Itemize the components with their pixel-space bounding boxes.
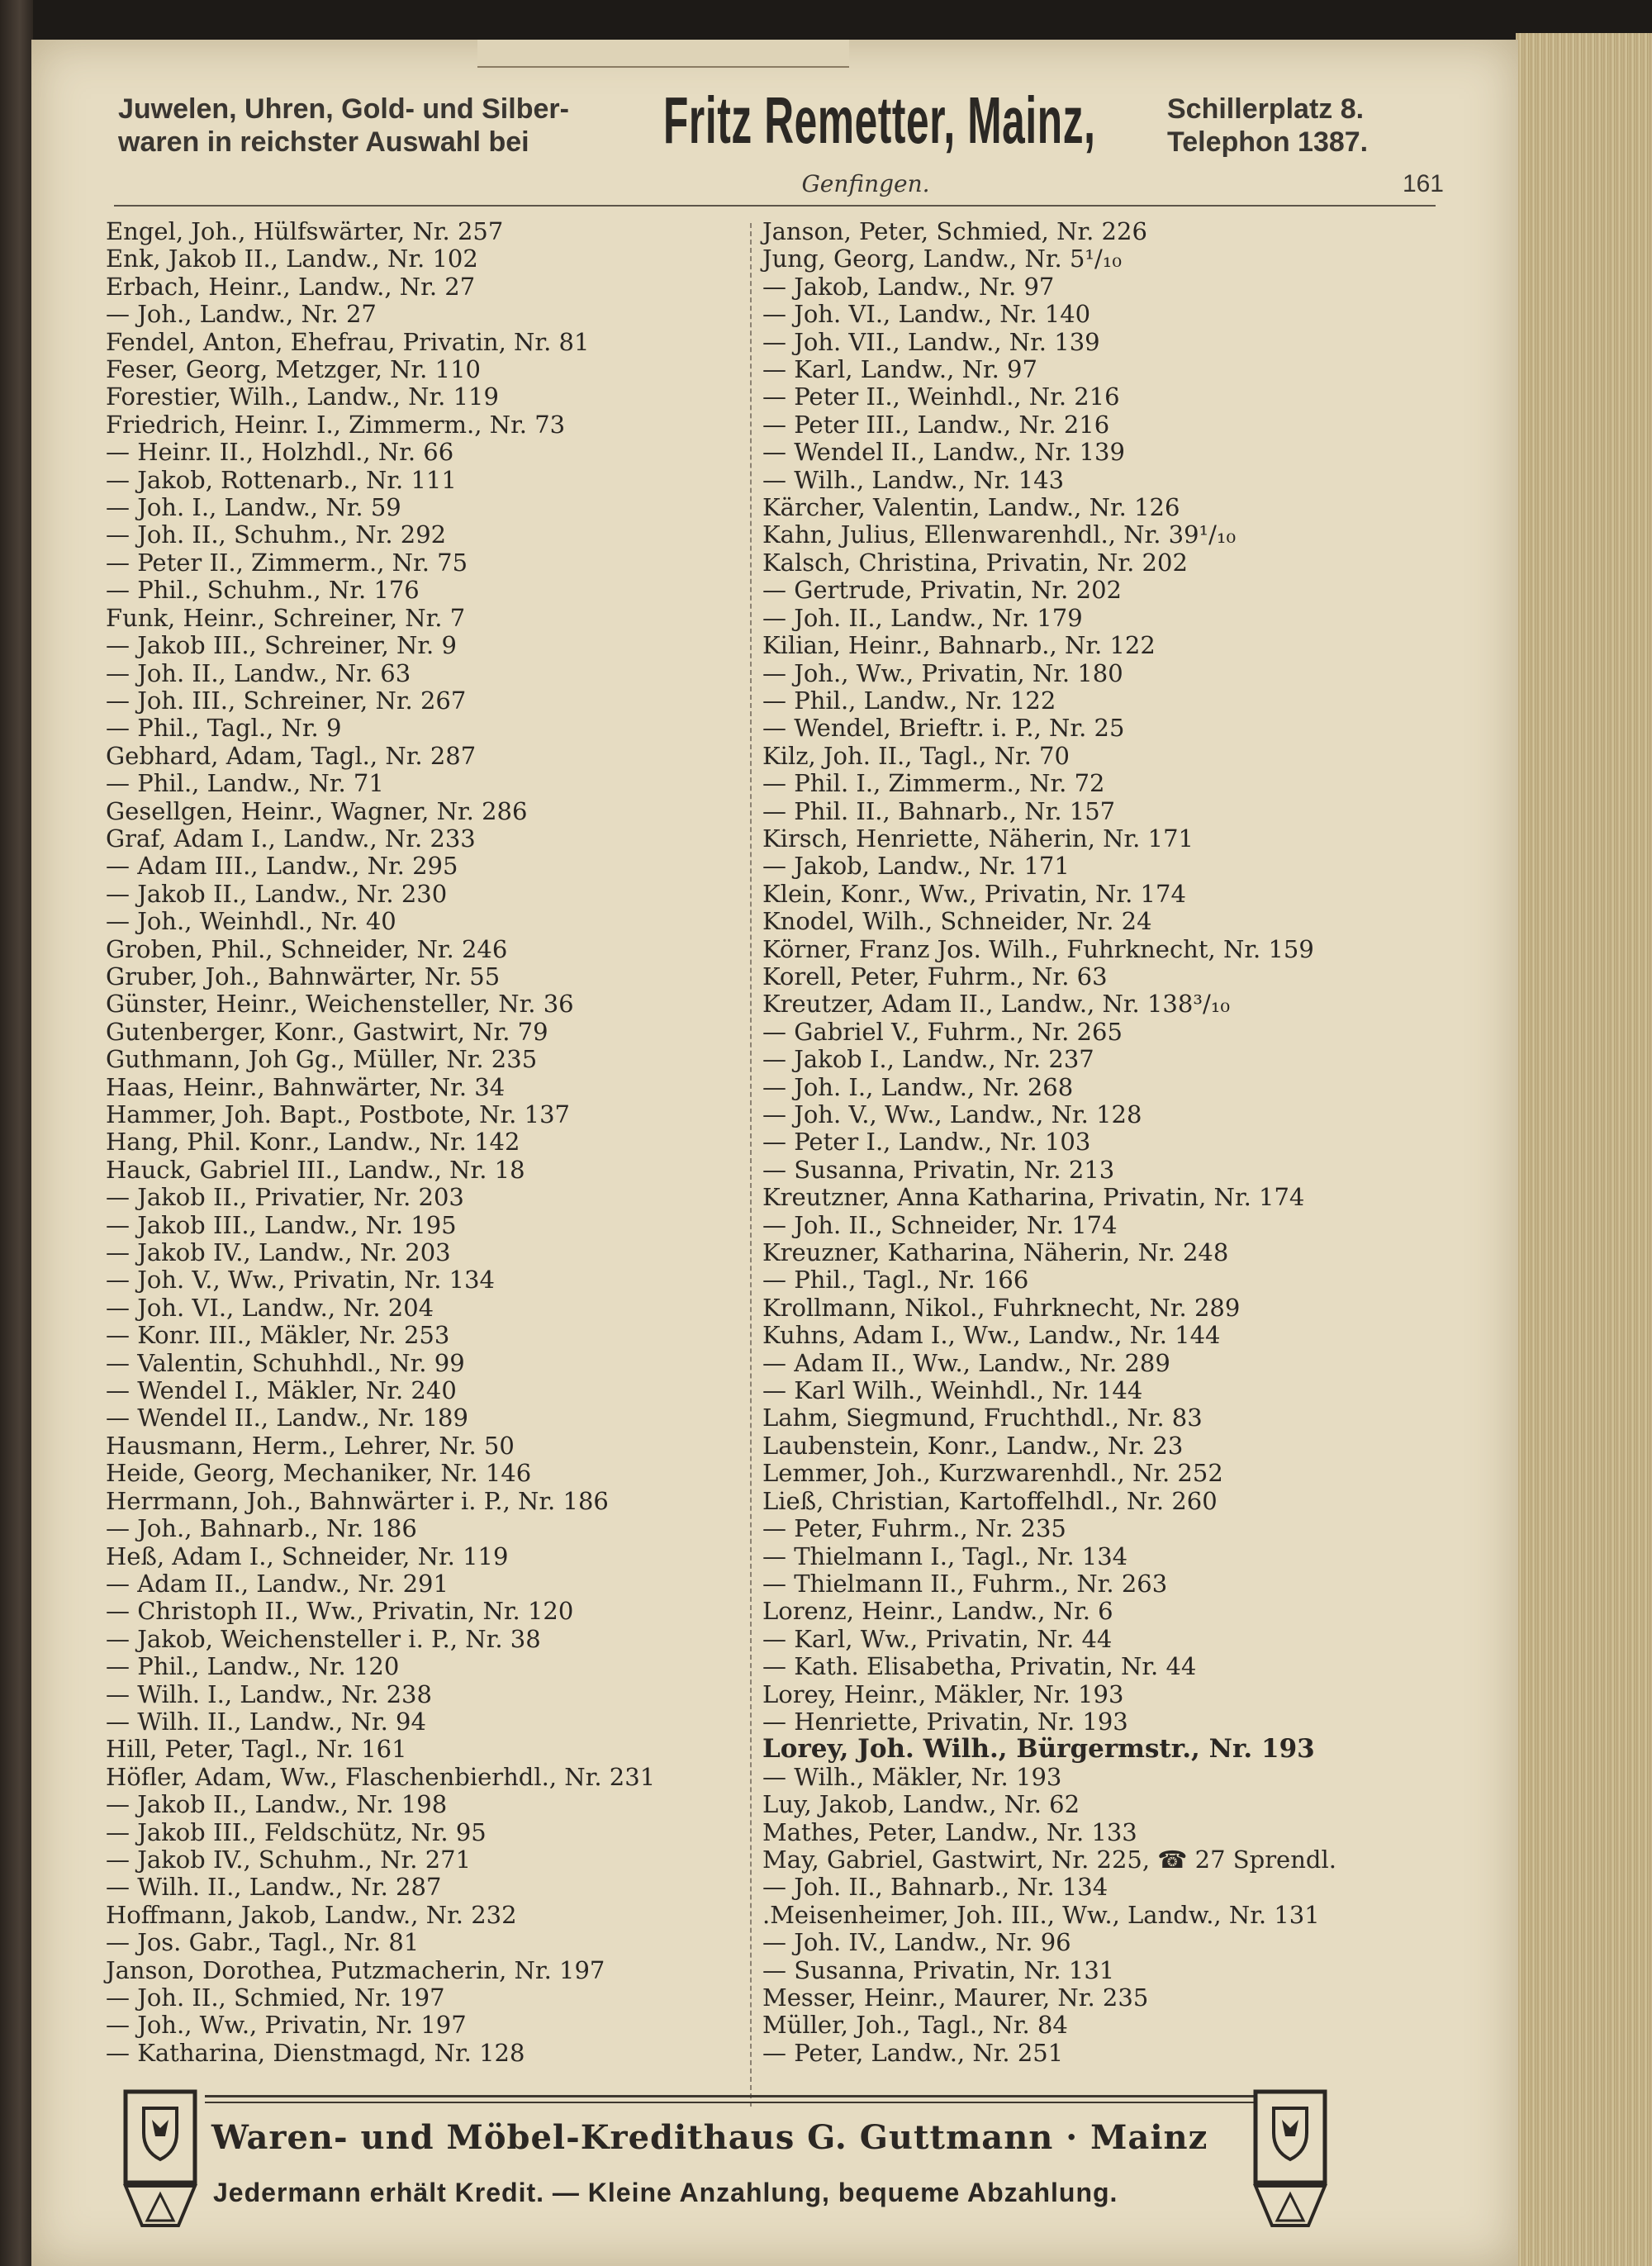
directory-entry: Lorey, Heinr., Mäkler, Nr. 193 [762,1679,1124,1708]
footer-tagline: Jedermann erhält Kredit. — Kleine Anzahlung, bequeme Abzahlung. [213,2178,1118,2207]
left-column [106,218,750,2067]
directory-entry: — Wendel, Brieftr. i. P., Nr. 25 [762,714,1125,743]
directory-entry: — Wilh. II., Landw., Nr. 287 [106,1873,442,1902]
directory-entry: Laubenstein, Konr., Landw., Nr. 23 [762,1431,1184,1460]
column-divider [750,223,752,2107]
directory-entry: — Joh. II., Schmied, Nr. 197 [106,1983,445,2012]
directory-entry: Lorey, Joh. Wilh., Bürgermstr., Nr. 193 [762,1734,1315,1765]
directory-entry: — Joh., Ww., Privatin, Nr. 180 [762,658,1123,687]
directory-entry: — Phil., Tagl., Nr. 166 [762,1266,1029,1295]
directory-entry: — Jakob II., Privatier, Nr. 203 [106,1183,464,1212]
header-ad-right [1167,93,1440,159]
directory-entry: Haas, Heinr., Bahnwärter, Nr. 34 [106,1072,506,1101]
header-left-line2: waren in reichster Auswahl bei [118,126,529,158]
directory-entry: — Valentin, Schuhhdl., Nr. 99 [106,1348,465,1377]
place-name: Genfingen. [801,170,930,197]
directory-entry: — Joh. II., Schneider, Nr. 174 [762,1210,1118,1239]
header-rule [114,205,1436,207]
header-title: Fritz Remetter, Mainz, [663,83,1096,157]
directory-entry: — Phil., Schuhm., Nr. 176 [106,576,420,605]
header-ad-left [118,93,647,159]
directory-entry: — Karl Wilh., Weinhdl., Nr. 144 [762,1376,1143,1405]
directory-entry: Enk, Jakob II., Landw., Nr. 102 [106,245,478,273]
directory-entry: Körner, Franz Jos. Wilh., Fuhrknecht, Nr. 159 [762,934,1314,963]
directory-entry: — Henriette, Privatin, Nr. 193 [762,1707,1128,1736]
directory-entry: Hill, Peter, Tagl., Nr. 161 [106,1735,407,1764]
directory-entry: Korell, Peter, Fuhrm., Nr. 63 [762,962,1108,990]
directory-entry: Kalsch, Christina, Privatin, Nr. 202 [762,548,1188,577]
directory-entry: — Jakob I., Landw., Nr. 237 [762,1045,1094,1074]
directory-entry: — Joh., Landw., Nr. 27 [106,300,377,329]
footer-rule-top [205,2095,1254,2097]
directory-entry: — Wilh., Landw., Nr. 143 [762,465,1065,494]
directory-entry: — Adam II., Landw., Nr. 291 [106,1569,449,1598]
footer-rule-bottom [205,2102,1254,2103]
directory-entry: — Susanna, Privatin, Nr. 131 [762,1955,1115,1984]
directory-entry: — Wilh., Mäkler, Nr. 193 [762,1762,1062,1791]
directory-entry: — Phil., Landw., Nr. 122 [762,686,1056,715]
directory-entry: — Phil., Tagl., Nr. 9 [106,714,342,743]
directory-page [31,40,1518,2266]
directory-entry: — Peter II., Zimmerm., Nr. 75 [106,548,468,577]
directory-entry: Luy, Jakob, Landw., Nr. 62 [762,1790,1080,1819]
directory-entry: — Adam II., Ww., Landw., Nr. 289 [762,1348,1170,1377]
directory-entry: — Joh. II., Bahnarb., Nr. 134 [762,1873,1108,1902]
directory-entry: — Jakob II., Landw., Nr. 198 [106,1790,448,1819]
directory-entry: — Phil., Landw., Nr. 71 [106,769,384,798]
directory-entry: Heß, Adam I., Schneider, Nr. 119 [106,1542,509,1570]
page-edges [1516,33,1652,2266]
directory-entry: Fendel, Anton, Ehefrau, Privatin, Nr. 81 [106,327,590,356]
directory-entry: — Christoph II., Ww., Privatin, Nr. 120 [106,1597,574,1626]
directory-entry: — Joh., Weinhdl., Nr. 40 [106,907,396,936]
directory-entry: — Joh. III., Schreiner, Nr. 267 [106,686,467,715]
directory-entry: — Joh. I., Landw., Nr. 59 [106,493,401,522]
directory-entry: Lorenz, Heinr., Landw., Nr. 6 [762,1597,1113,1626]
directory-entry: Groben, Phil., Schneider, Nr. 246 [106,934,508,963]
directory-entry: — Jakob, Landw., Nr. 171 [762,852,1070,881]
directory-entry: — Joh. V., Ww., Landw., Nr. 128 [762,1100,1142,1128]
directory-entry: Lahm, Siegmund, Fruchthdl., Nr. 83 [762,1404,1203,1432]
directory-entry: Krollmann, Nikol., Fuhrknecht, Nr. 289 [762,1293,1241,1322]
directory-entry: — Jos. Gabr., Tagl., Nr. 81 [106,1928,420,1957]
directory-entry: — Gertrude, Privatin, Nr. 202 [762,576,1122,605]
directory-entry: — Jakob III., Schreiner, Nr. 9 [106,631,457,660]
header-left-line1: Juwelen, Uhren, Gold- und Silber- [118,93,569,125]
directory-entry: — Joh. VII., Landw., Nr. 139 [762,327,1100,356]
directory-entry: — Peter II., Weinhdl., Nr. 216 [762,382,1120,411]
directory-entry: — Phil. I., Zimmerm., Nr. 72 [762,769,1105,798]
directory-entry: Messer, Heinr., Maurer, Nr. 235 [762,1983,1149,2012]
directory-entry: Janson, Dorothea, Putzmacherin, Nr. 197 [106,1955,605,1984]
directory-entry: — Joh. II., Landw., Nr. 179 [762,603,1083,632]
directory-entry: — Adam III., Landw., Nr. 295 [106,852,458,881]
directory-entry: Erbach, Heinr., Landw., Nr. 27 [106,272,476,301]
directory-entry: — Joh. VI., Landw., Nr. 204 [106,1293,434,1322]
directory-entry: — Karl, Landw., Nr. 97 [762,355,1037,384]
shield-icon [1252,2088,1328,2229]
directory-entry: — Joh. II., Schuhm., Nr. 292 [106,520,447,549]
directory-entry: May, Gabriel, Gastwirt, Nr. 225, ☎ 27 Sprendl. [762,1845,1336,1874]
directory-entry: — Thielmann II., Fuhrm., Nr. 263 [762,1569,1168,1598]
directory-entry: Funk, Heinr., Schreiner, Nr. 7 [106,603,466,632]
directory-entry: — Peter I., Landw., Nr. 103 [762,1128,1091,1157]
directory-entry: — Phil., Landw., Nr. 120 [106,1652,400,1681]
directory-entry: — Karl, Ww., Privatin, Nr. 44 [762,1624,1113,1653]
directory-entry: — Joh. II., Landw., Nr. 63 [106,658,411,687]
directory-entry: Günster, Heinr., Weichensteller, Nr. 36 [106,990,574,1019]
directory-entry: Graf, Adam I., Landw., Nr. 233 [106,824,476,853]
directory-entry: — Jakob III., Landw., Nr. 195 [106,1210,457,1239]
book-spine [0,0,33,2266]
directory-entry: .Meisenheimer, Joh. III., Ww., Landw., Nr. 131 [762,1900,1320,1929]
directory-entry: Friedrich, Heinr. I., Zimmerm., Nr. 73 [106,410,566,439]
directory-entry: — Gabriel V., Fuhrm., Nr. 265 [762,1017,1123,1046]
directory-entry: — Joh., Bahnarb., Nr. 186 [106,1514,417,1543]
directory-entry: Guthmann, Joh Gg., Müller, Nr. 235 [106,1045,538,1074]
directory-entry: — Jakob IV., Landw., Nr. 203 [106,1238,451,1267]
header-right-line1: Schillerplatz 8. [1167,93,1365,125]
directory-entry: Gruber, Joh., Bahnwärter, Nr. 55 [106,962,501,990]
directory-entry: — Jakob, Landw., Nr. 97 [762,272,1055,301]
directory-entry: — Peter, Landw., Nr. 251 [762,2038,1064,2067]
footer-ad [89,2080,1370,2237]
directory-entry: Heide, Georg, Mechaniker, Nr. 146 [106,1459,532,1488]
directory-entry: — Katharina, Dienstmagd, Nr. 128 [106,2038,525,2067]
directory-entry: Janson, Peter, Schmied, Nr. 226 [762,217,1147,245]
directory-entry: Kirsch, Henriette, Näherin, Nr. 171 [762,824,1194,853]
directory-entry: Herrmann, Joh., Bahnwärter i. P., Nr. 186 [106,1486,609,1515]
directory-entry: — Wilh. II., Landw., Nr. 94 [106,1707,426,1736]
directory-entry: — Peter III., Landw., Nr. 216 [762,410,1110,439]
directory-entry: — Jakob, Rottenarb., Nr. 111 [106,465,457,494]
directory-entry: — Susanna, Privatin, Nr. 213 [762,1155,1115,1184]
directory-entry: Lemmer, Joh., Kurzwarenhdl., Nr. 252 [762,1459,1223,1488]
directory-entry: Gutenberger, Konr., Gastwirt, Nr. 79 [106,1017,548,1046]
footer-headline: Waren- und Möbel-Kredithaus G. Guttmann · Mainz [211,2118,1208,2157]
directory-entry: Hoffmann, Jakob, Landw., Nr. 232 [106,1900,517,1929]
directory-entry: Hauck, Gabriel III., Landw., Nr. 18 [106,1155,525,1184]
directory-entry: Jung, Georg, Landw., Nr. 5¹/₁₀ [762,245,1123,273]
directory-entry: Kuhns, Adam I., Ww., Landw., Nr. 144 [762,1321,1221,1350]
directory-entry: — Joh. IV., Landw., Nr. 96 [762,1928,1071,1957]
directory-entry: — Wendel II., Landw., Nr. 189 [106,1404,468,1432]
directory-entry: — Wendel II., Landw., Nr. 139 [762,438,1125,467]
directory-entry: Engel, Joh., Hülfswärter, Nr. 257 [106,217,504,245]
directory-entry: Ließ, Christian, Kartoffelhdl., Nr. 260 [762,1486,1218,1515]
top-tab [477,40,849,68]
directory-entry: Hausmann, Herm., Lehrer, Nr. 50 [106,1431,515,1460]
directory-entry: — Konr. III., Mäkler, Nr. 253 [106,1321,450,1350]
header-right-line2: Telephon 1387. [1167,126,1369,158]
directory-entry: Höfler, Adam, Ww., Flaschenbierhdl., Nr. 231 [106,1762,656,1791]
directory-entry: — Wendel I., Mäkler, Nr. 240 [106,1376,457,1405]
directory-entry: Kreutzner, Anna Katharina, Privatin, Nr. 174 [762,1183,1305,1212]
directory-entry: Müller, Joh., Tagl., Nr. 84 [762,2011,1068,2040]
directory-entry: Kärcher, Valentin, Landw., Nr. 126 [762,493,1180,522]
directory-entry: — Jakob II., Landw., Nr. 230 [106,879,448,908]
directory-entry: Klein, Konr., Ww., Privatin, Nr. 174 [762,879,1186,908]
directory-entry: — Joh. V., Ww., Privatin, Nr. 134 [106,1266,495,1295]
directory-entry: — Thielmann I., Tagl., Nr. 134 [762,1542,1128,1570]
page-number: 161 [1402,170,1444,197]
directory-entry: — Wilh. I., Landw., Nr. 238 [106,1679,432,1708]
directory-entry: Hammer, Joh. Bapt., Postbote, Nr. 137 [106,1100,570,1128]
directory-entry: Hang, Phil. Konr., Landw., Nr. 142 [106,1128,520,1157]
directory-entry: Mathes, Peter, Landw., Nr. 133 [762,1817,1137,1846]
directory-entry: Kreuzner, Katharina, Näherin, Nr. 248 [762,1238,1229,1267]
directory-entry: Feser, Georg, Metzger, Nr. 110 [106,355,481,384]
directory-entry: — Peter, Fuhrm., Nr. 235 [762,1514,1066,1543]
directory-entry: — Jakob, Weichensteller i. P., Nr. 38 [106,1624,541,1653]
shield-icon [122,2088,198,2229]
directory-entry: — Jakob IV., Schuhm., Nr. 271 [106,1845,472,1874]
directory-entry: Gesellgen, Heinr., Wagner, Nr. 286 [106,796,528,825]
directory-entry: Kilian, Heinr., Bahnarb., Nr. 122 [762,631,1156,660]
directory-entry: — Joh. I., Landw., Nr. 268 [762,1072,1074,1101]
directory-entry: — Heinr. II., Holzhdl., Nr. 66 [106,438,454,467]
directory-entry: Kahn, Julius, Ellenwarenhdl., Nr. 39¹/₁₀ [762,520,1237,549]
right-column [762,218,1448,2067]
directory-entry: — Phil. II., Bahnarb., Nr. 157 [762,796,1116,825]
directory-entry: Gebhard, Adam, Tagl., Nr. 287 [106,741,477,770]
directory-entry: — Kath. Elisabetha, Privatin, Nr. 44 [762,1652,1197,1681]
directory-entry: — Joh., Ww., Privatin, Nr. 197 [106,2011,467,2040]
directory-entry: Kilz, Joh. II., Tagl., Nr. 70 [762,741,1070,770]
directory-entry: Knodel, Wilh., Schneider, Nr. 24 [762,907,1152,936]
directory-entry: Kreutzer, Adam II., Landw., Nr. 138³/₁₀ [762,990,1230,1019]
directory-entry: Forestier, Wilh., Landw., Nr. 119 [106,382,499,411]
directory-entry: — Jakob III., Feldschütz, Nr. 95 [106,1817,487,1846]
directory-entry: — Joh. VI., Landw., Nr. 140 [762,300,1091,329]
